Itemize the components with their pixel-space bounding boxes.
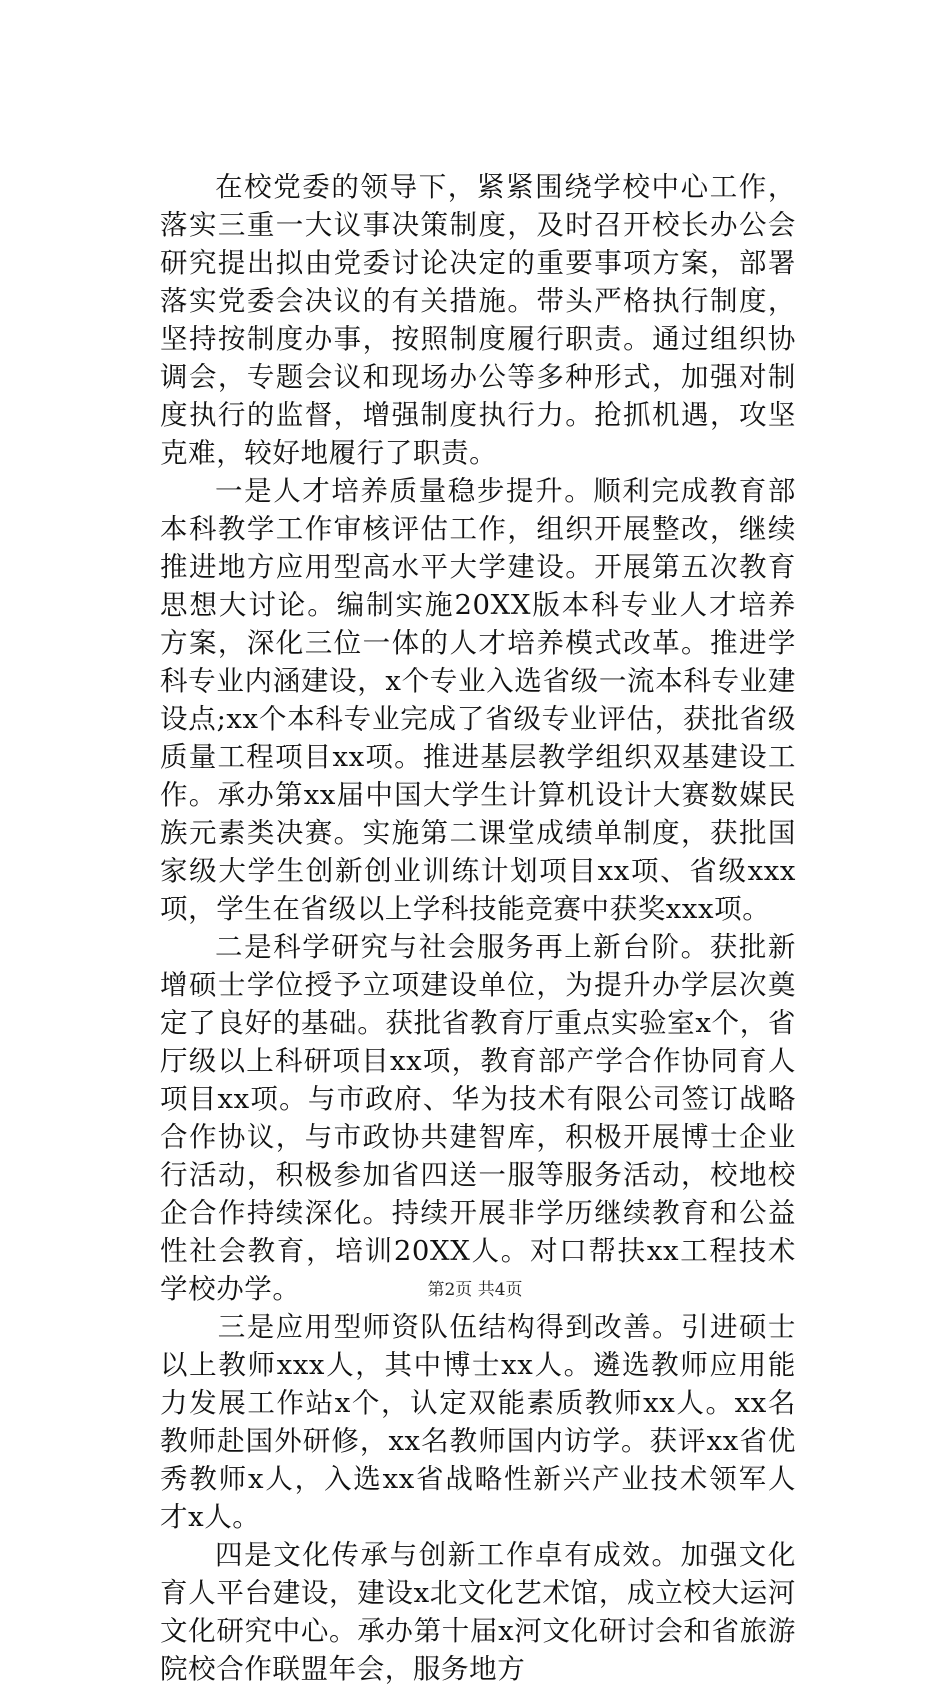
document-body bbox=[160, 168, 796, 1688]
paragraph-culture: 四是文化传承与创新工作卓有成效。加强文化育人平台建设，建设x北文化艺术馆，成立校大运河文化研究中心。承办第十届x河文化研讨会和省旅游院校合作联盟年会，服务地方 bbox=[160, 1539, 796, 1685]
paragraph-faculty: 三是应用型师资队伍结构得到改善。引进硕士以上教师xxx人，其中博士xx人。遴选教师应用能力发展工作站x个，认定双能素质教师xx人。xx名教师赴国外研修，xx名教师国内访学。获评xx省优秀教师x人，入选xx省战略性新兴产业技术领军人才x人。 bbox=[160, 1311, 796, 1533]
page-number-footer: 第2页 共4页 bbox=[427, 1280, 523, 1300]
paragraph-talent-training: 一是人才培养质量稳步提升。顺利完成教育部本科教学工作审核评估工作，组织开展整改，继续推进地方应用型高水平大学建设。开展第五次教育思想大讨论。编制实施20XX版本科专业人才培养方案，深化三位一体的人才培养模式改革。推进学科专业内涵建设，x个专业入选省级一流本科专业建设点;xx个本科专业完成了省级专业评估，获批省级质量工程项目xx项。推进基层教学组织双基建设工作。承办第xx届中国大学生计算机设计大赛数媒民族元素类决赛。实施第二课堂成绩单制度，获批国家级大学生创新创业训练计划项目xx项、省级xxx项，学生在省级以上学科技能竞赛中获奖xxx项。 bbox=[160, 475, 796, 925]
paragraph-research-service: 二是科学研究与社会服务再上新台阶。获批新增硕士学位授予立项建设单位，为提升办学层次奠定了良好的基础。获批省教育厅重点实验室x个，省厅级以上科研项目xx项，教育部产学合作协同育人项目xx项。与市政府、华为技术有限公司签订战略合作协议，与市政协共建智库，积极开展博士企业行活动，积极参加省四送一服等服务活动，校地校企合作持续深化。持续开展非学历继续教育和公益性社会教育，培训20XX人。对口帮扶xx工程技术学校办学。 bbox=[160, 931, 796, 1305]
paragraph-intro: 在校党委的领导下，紧紧围绕学校中心工作，落实三重一大议事决策制度，及时召开校长办公会研究提出拟由党委讨论决定的重要事项方案，部署落实党委会决议的有关措施。带头严格执行制度，坚持按制度办事，按照制度履行职责。通过组织协调会，专题会议和现场办公等多种形式，加强对制度执行的监督，增强制度执行力。抢抓机遇，攻坚克难，较好地履行了职责。 bbox=[160, 171, 796, 469]
